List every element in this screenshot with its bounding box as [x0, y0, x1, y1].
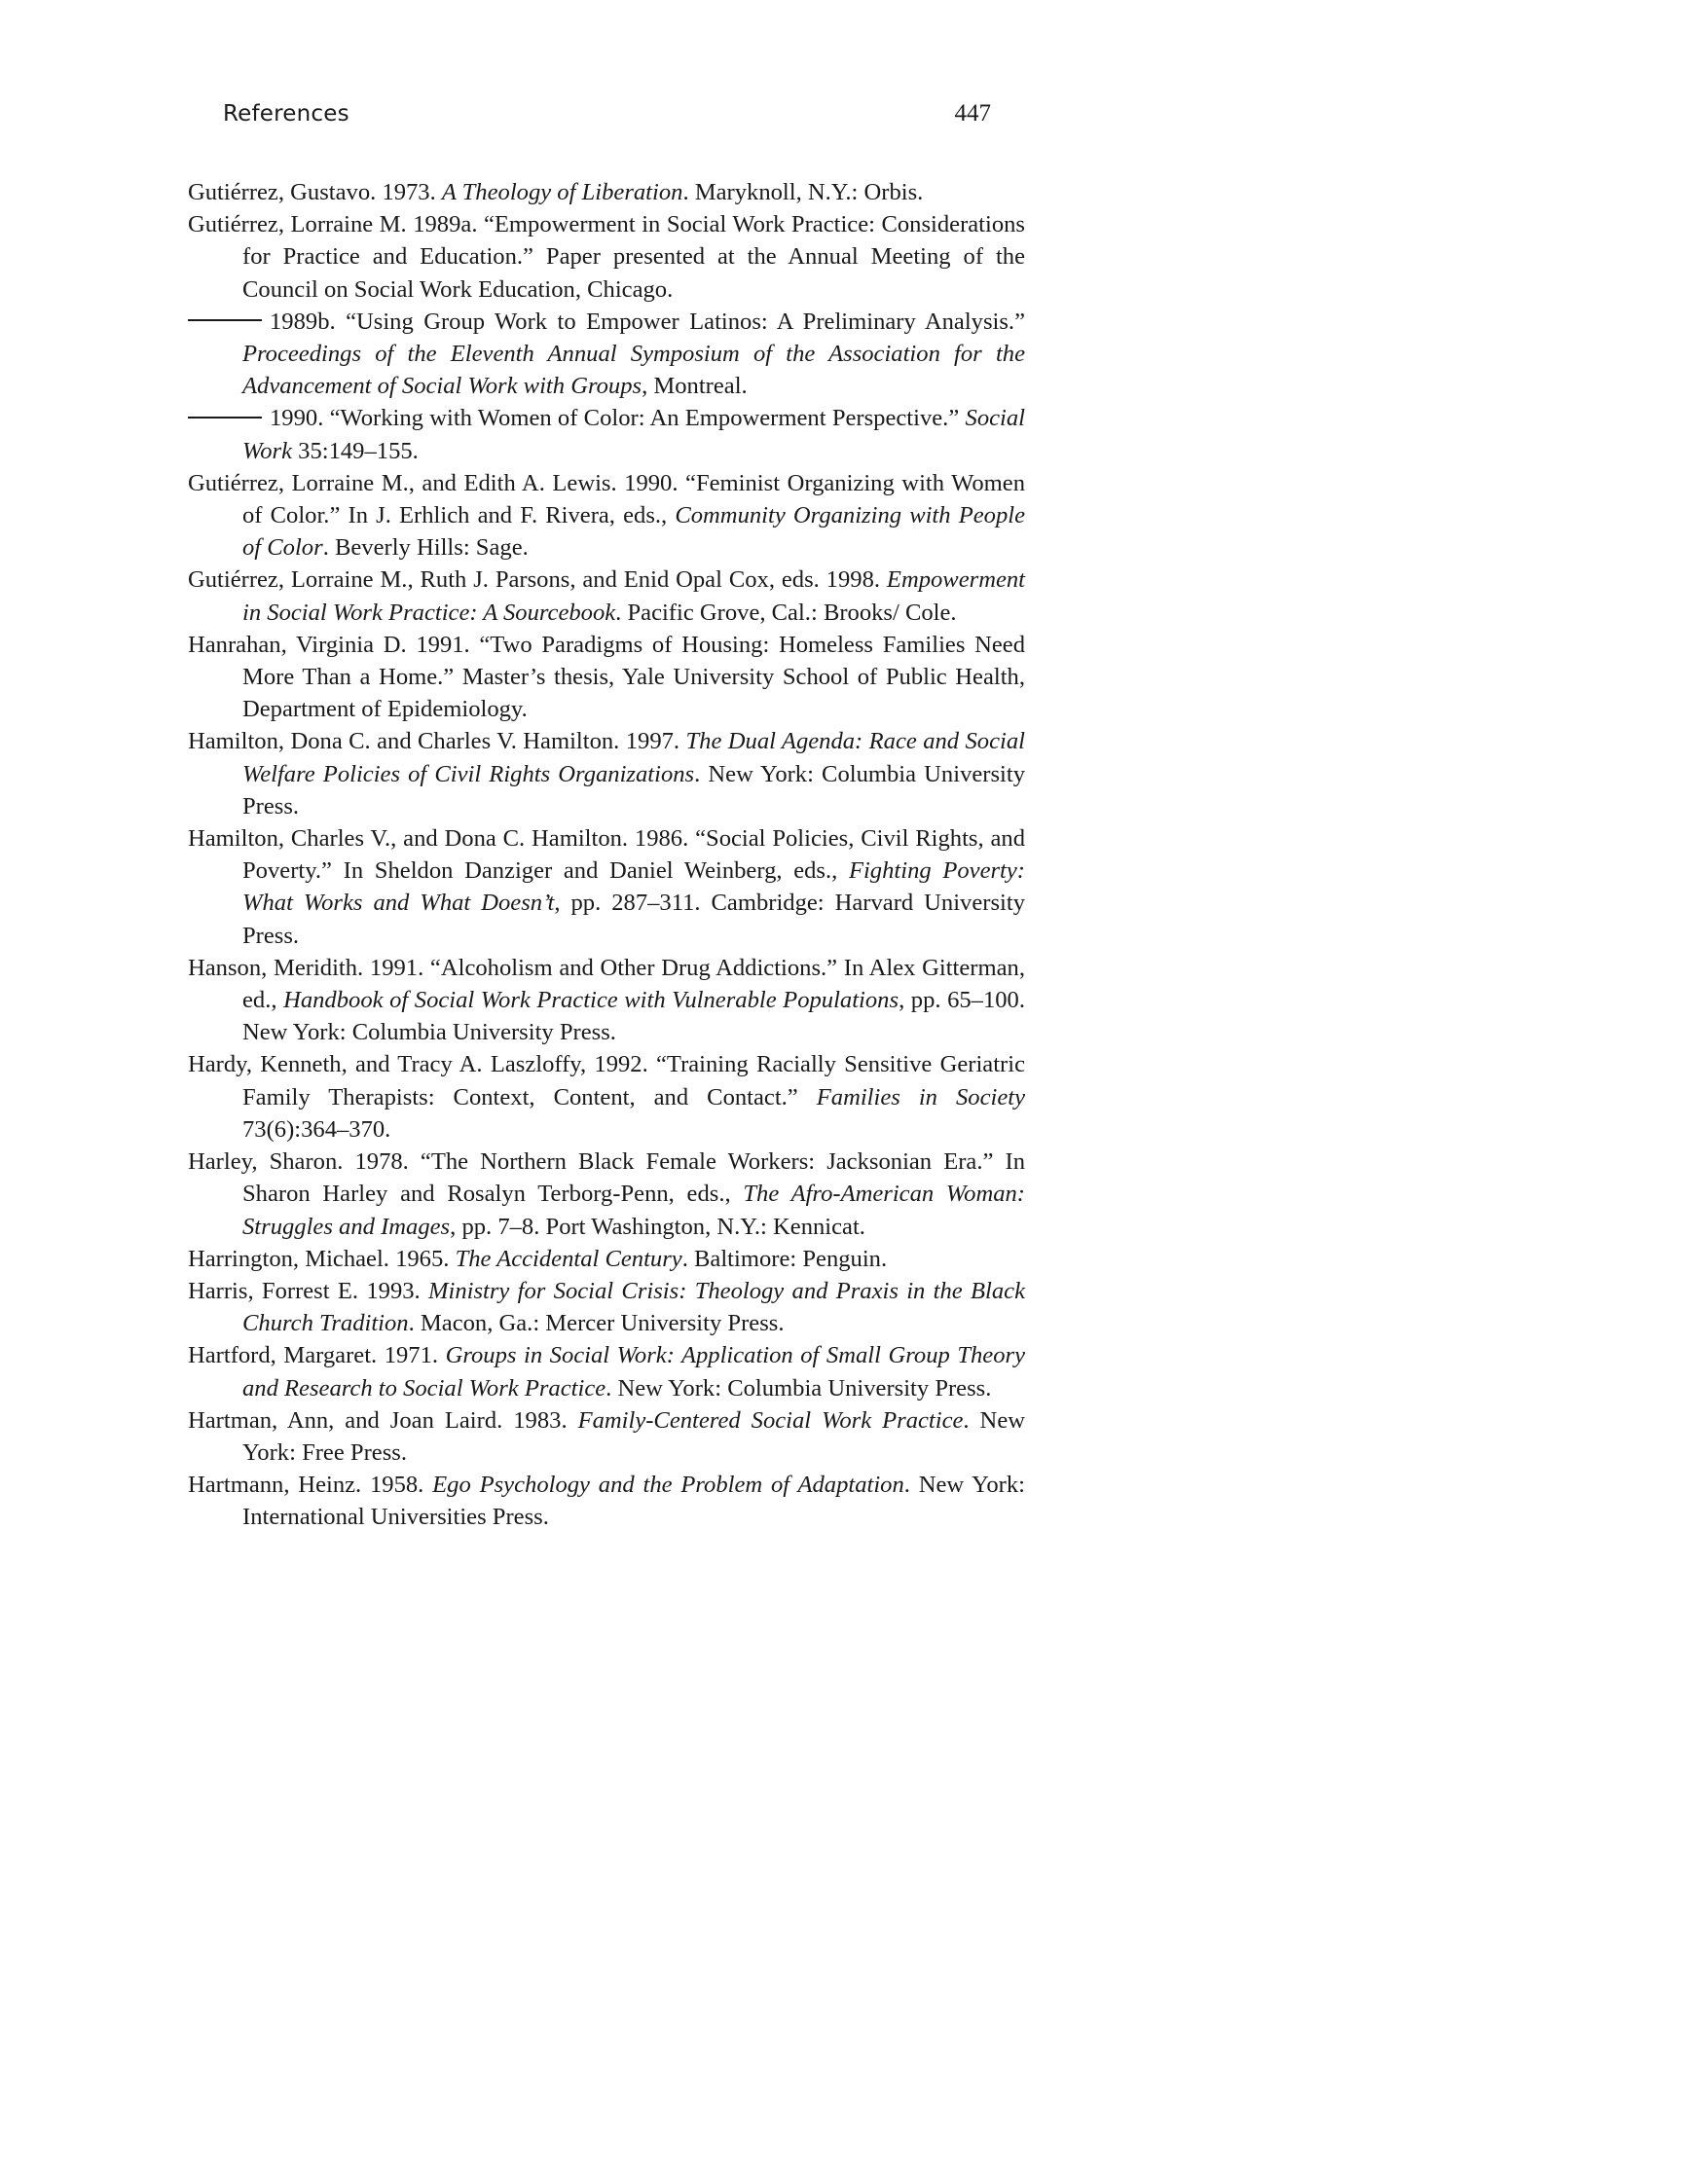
reference-text: . Pacific Grove, Cal.: Brooks/ Cole.	[615, 599, 957, 626]
reference-entry	[188, 402, 1025, 466]
reference-list	[188, 176, 1025, 1534]
reference-title-italic: Ministry for Social Crisis: Theology and Praxis in the Black Church Tradition	[242, 1277, 1025, 1337]
reference-text: Hanson, Meridith. 1991. “Alcoholism and Other Drug Addictions.” In Alex Gitterman, ed.,	[188, 954, 1025, 1014]
reference-title-italic: Fighting Poverty: What Works and What Doesn’t	[242, 857, 1025, 917]
page-number: 447	[954, 100, 991, 127]
reference-title-italic: Families in Society	[816, 1083, 1025, 1110]
reference-text: . Baltimore: Penguin.	[681, 1245, 888, 1272]
reference-text: . New York: Columbia University Press.	[605, 1374, 992, 1401]
reference-entry	[188, 1469, 1025, 1533]
reference-text: Hartford, Margaret. 1971.	[188, 1342, 446, 1369]
reference-text: Gutiérrez, Lorraine M., Ruth J. Parsons, and Enid Opal Cox, eds. 1998.	[188, 566, 887, 594]
reference-text: 35:149–155.	[292, 437, 419, 464]
reference-title-italic: Family-Centered Social Work Practice	[577, 1406, 964, 1434]
reference-text: 73(6):364–370.	[242, 1115, 391, 1143]
reference-text: , pp. 7–8. Port Washington, N.Y.: Kennicat.	[450, 1213, 865, 1240]
reference-title-italic: A Theology of Liberation	[441, 179, 683, 205]
reference-text: . Beverly Hills: Sage.	[322, 534, 529, 562]
reference-title-italic: Ego Psychology and the Problem of Adaptation	[432, 1472, 904, 1499]
reference-title-italic: The Dual Agenda: Race and Social Welfare Policies of Civil Rights Organizations	[242, 728, 1025, 787]
reference-entry	[188, 822, 1025, 952]
reference-entry	[188, 1404, 1025, 1469]
reference-text: Hamilton, Charles V., and Dona C. Hamilton. 1986. “Social Policies, Civil Rights, and Poverty.” In Sheldon Danziger and Daniel Weinberg, eds.,	[188, 825, 1025, 885]
reference-text: . New York: Columbia University Press.	[242, 760, 1026, 819]
reference-entry	[188, 1339, 1025, 1403]
reference-text: Hanrahan, Virginia D. 1991. “Two Paradigms of Housing: Homeless Families Need More Than a Home.” Master’s thesis, Yale University School of Public Health, Department of Epidemiology.	[188, 631, 1025, 723]
reference-text: Hardy, Kenneth, and Tracy A. Laszloffy, 1992. “Training Racially Sensitive Geriatric Family Therapists: Context, Content, and Contact.”	[188, 1051, 1025, 1110]
reference-entry	[188, 1275, 1025, 1339]
reference-entry	[188, 725, 1025, 822]
reference-text: , pp. 65–100. New York: Columbia University Press.	[242, 987, 1025, 1046]
reference-text: 1989b. “Using Group Work to Empower Latinos: A Preliminary Analysis.”	[270, 308, 1025, 335]
reference-entry	[188, 467, 1025, 564]
reference-text: Harris, Forrest E. 1993.	[188, 1277, 428, 1304]
reference-text: , pp. 287–311. Cambridge: Harvard University Press.	[242, 890, 1025, 949]
reference-text: Hartman, Ann, and Joan Laird. 1983.	[188, 1406, 578, 1434]
reference-text: Hamilton, Dona C. and Charles V. Hamilton. 1997.	[188, 728, 686, 755]
reference-entry	[188, 1048, 1025, 1146]
reference-text: Harley, Sharon. 1978. “The Northern Black Female Workers: Jacksonian Era.” In Sharon Harley and Rosalyn Terborg-Penn, eds.,	[188, 1148, 1025, 1208]
reference-text: 1990. “Working with Women of Color: An Empowerment Perspective.”	[270, 405, 966, 432]
reference-text: Gutiérrez, Lorraine M., and Edith A. Lewis. 1990. “Feminist Organizing with Women of Color.” In J. Erhlich and F. Rivera, eds.,	[188, 469, 1025, 529]
reference-entry	[188, 306, 1025, 403]
reference-text: Gutiérrez, Gustavo. 1973.	[188, 179, 442, 205]
repeated-author-dash	[188, 417, 262, 419]
reference-title-italic: Proceedings of the Eleventh Annual Symposium of the Association for the Advancement of Social Work with Groups	[242, 341, 1025, 400]
reference-text: . New York: International Universities Press.	[242, 1472, 1025, 1531]
reference-text: Hartmann, Heinz. 1958.	[188, 1472, 433, 1499]
reference-text: , Montreal.	[642, 373, 748, 400]
reference-text: Gutiérrez, Lorraine M. 1989a. “Empowerment in Social Work Practice: Considerations for Practice and Education.” Paper presented at the Annual Meeting of the Council on Social Work Education, Chicago.	[188, 211, 1025, 303]
reference-text: Harrington, Michael. 1965.	[188, 1245, 456, 1272]
reference-entry	[188, 208, 1025, 306]
reference-title-italic: Community Organizing with People of Color	[242, 502, 1025, 562]
reference-text: . New York: Free Press.	[242, 1406, 1025, 1466]
reference-title-italic: Empowerment in Social Work Practice: A Sourcebook	[242, 566, 1025, 626]
running-head	[223, 97, 991, 136]
reference-title-italic: Social Work	[242, 405, 1025, 464]
reference-title-italic: Handbook of Social Work Practice with Vulnerable Populations	[283, 987, 899, 1014]
reference-title-italic: The Afro-American Woman: Struggles and Images	[242, 1181, 1025, 1240]
reference-title-italic: The Accidental Century	[455, 1245, 682, 1272]
reference-text: . Maryknoll, N.Y.: Orbis.	[682, 179, 924, 205]
reference-entry	[188, 176, 1025, 208]
reference-text: . Macon, Ga.: Mercer University Press.	[408, 1310, 785, 1337]
repeated-author-dash	[188, 319, 262, 321]
reference-entry	[188, 952, 1025, 1049]
reference-entry	[188, 1146, 1025, 1243]
reference-entry	[188, 1243, 1025, 1275]
reference-title-italic: Groups in Social Work: Application of Small Group Theory and Research to Social Work Practice	[242, 1342, 1025, 1401]
reference-entry	[188, 564, 1025, 628]
running-head-title: References	[223, 101, 349, 127]
reference-entry	[188, 629, 1025, 726]
